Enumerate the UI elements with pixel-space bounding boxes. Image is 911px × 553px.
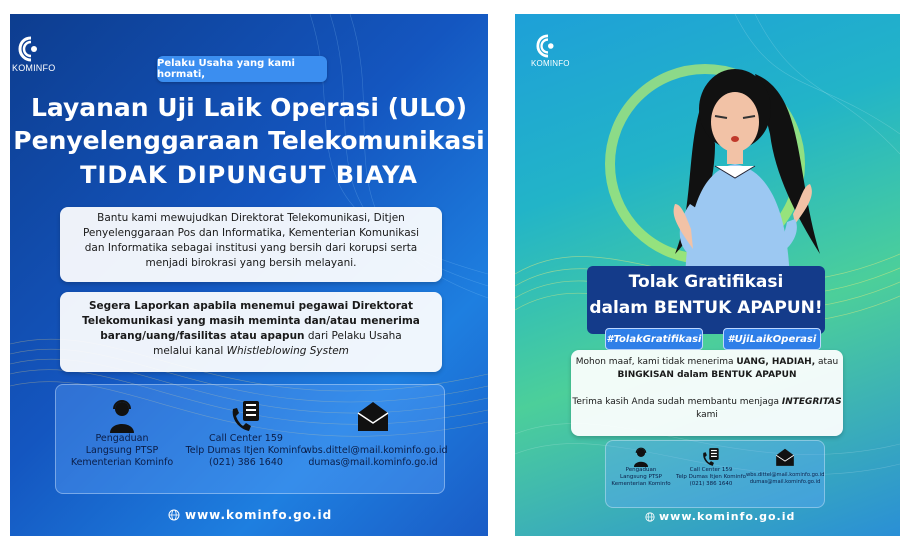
whistleblowing-label: Whistleblowing System <box>226 345 349 357</box>
girl-refusing-illustration <box>645 54 835 294</box>
kominfo-logo-icon <box>18 36 44 62</box>
mission-line: Penyelenggaraan Pos dan Informatika, Kementerian Komunikasi <box>82 227 420 239</box>
report-line-prefix: melalui kanal <box>153 345 227 357</box>
mission-line: Bantu kami mewujudkan Direktorat Telekomunikasi, Ditjen <box>97 212 405 224</box>
kominfo-logo-label: KOMINFO <box>531 59 570 68</box>
mission-box <box>60 207 442 282</box>
report-line-bold: barang/uang/fasilitas atau apapun <box>100 330 305 342</box>
website-url: www.kominfo.go.id <box>659 510 796 523</box>
greeting-pill: Pelaku Usaha yang kami hormati, <box>157 56 327 82</box>
contact-line: Kementerian Kominfo <box>70 457 174 468</box>
headline-line-3: TIDAK DIPUNGUT BIAYA <box>80 161 418 189</box>
contact-line: Langsung PTSP <box>620 474 662 480</box>
operator-icon <box>107 399 137 433</box>
contact-ptsp <box>62 399 182 469</box>
mission-line: menjadi birokrasi yang bersih melayani. <box>145 257 357 269</box>
report-box <box>60 292 442 372</box>
thanks-prefix: Terima kasih Anda sudah membantu menjaga <box>572 397 782 407</box>
contact-email <box>304 399 448 469</box>
contact-line: Kementerian Kominfo <box>611 481 671 487</box>
contact-line: (021) 386 1640 <box>209 457 283 468</box>
headline-line-2: Penyelenggaraan Telekomunikasi <box>13 126 485 155</box>
phone-icon <box>701 447 721 467</box>
website-link[interactable] <box>168 508 332 522</box>
title-banner <box>587 266 825 334</box>
operator-icon <box>632 447 650 467</box>
title-line-2: dalam BENTUK APAPUN! <box>589 298 823 318</box>
contact-line: Call Center 159 <box>209 433 283 444</box>
website-url: www.kominfo.go.id <box>185 508 333 522</box>
report-line-rest: dari Pelaku Usaha <box>304 330 402 342</box>
contact-email-line[interactable]: wbs.dittel@mail.kominfo.go.id <box>304 445 448 456</box>
contact-email-line[interactable]: dumas@mail.kominfo.go.id <box>308 457 438 468</box>
hashtag-tolak-gratifikasi: #TolakGratifikasi <box>605 328 703 350</box>
contact-line: Telp Dumas Itjen Kominfo <box>185 445 307 456</box>
kominfo-logo-label: KOMINFO <box>12 63 56 73</box>
hashtag-uji-laik-operasi: #UjiLaikOperasi <box>723 328 821 350</box>
contact-line: Pengaduan <box>625 467 657 473</box>
ulo-poster <box>10 14 488 536</box>
refusal-box <box>571 350 843 436</box>
contact-email-line[interactable]: dumas@mail.kominfo.go.id <box>749 479 821 485</box>
gratifikasi-poster <box>515 14 900 536</box>
contact-call-center <box>674 447 748 488</box>
thanks-integritas: INTEGRITAS <box>781 397 842 407</box>
contact-panel <box>605 440 825 508</box>
refusal-line-prefix: Mohon maaf, kami tidak menerima <box>575 357 737 367</box>
envelope-icon <box>775 447 795 467</box>
contact-line: (021) 386 1640 <box>689 481 733 487</box>
globe-icon <box>645 512 655 522</box>
envelope-icon <box>356 399 390 433</box>
contact-email <box>746 447 824 486</box>
headline-line-1: Layanan Uji Laik Operasi (ULO) <box>30 93 468 122</box>
contact-line: Call Center 159 <box>689 467 733 473</box>
kominfo-logo <box>12 36 56 73</box>
website-link[interactable] <box>645 510 795 523</box>
globe-icon <box>168 509 180 521</box>
contact-line: Pengaduan <box>95 433 149 444</box>
contact-ptsp <box>608 447 674 488</box>
contact-call-center <box>181 399 311 469</box>
report-line: Segera Laporkan apabila menemui pegawai Direktorat <box>89 300 413 312</box>
title-line-1: Tolak Gratifikasi <box>628 272 784 292</box>
phone-icon <box>229 399 263 433</box>
kominfo-logo-icon <box>536 34 560 58</box>
contact-line: Telp Dumas Itjen Kominfo <box>676 474 746 480</box>
mission-line: dan Informatika sebagai institusi yang bersih dari korupsi serta <box>84 242 418 254</box>
report-line: Telekomunikasi yang masih meminta dan/atau menerima <box>82 315 420 327</box>
refusal-line-bold: UANG, HADIAH, <box>736 357 816 367</box>
kominfo-logo <box>531 34 570 68</box>
contact-line: Langsung PTSP <box>85 445 159 456</box>
refusal-line-2: BINGKISAN dalam BENTUK APAPUN <box>617 370 797 380</box>
refusal-line-suffix: atau <box>815 357 839 367</box>
thanks-suffix: kami <box>696 410 718 420</box>
contact-panel <box>55 384 448 494</box>
contact-email-line[interactable]: wbs.dittel@mail.kominfo.go.id <box>746 472 825 478</box>
